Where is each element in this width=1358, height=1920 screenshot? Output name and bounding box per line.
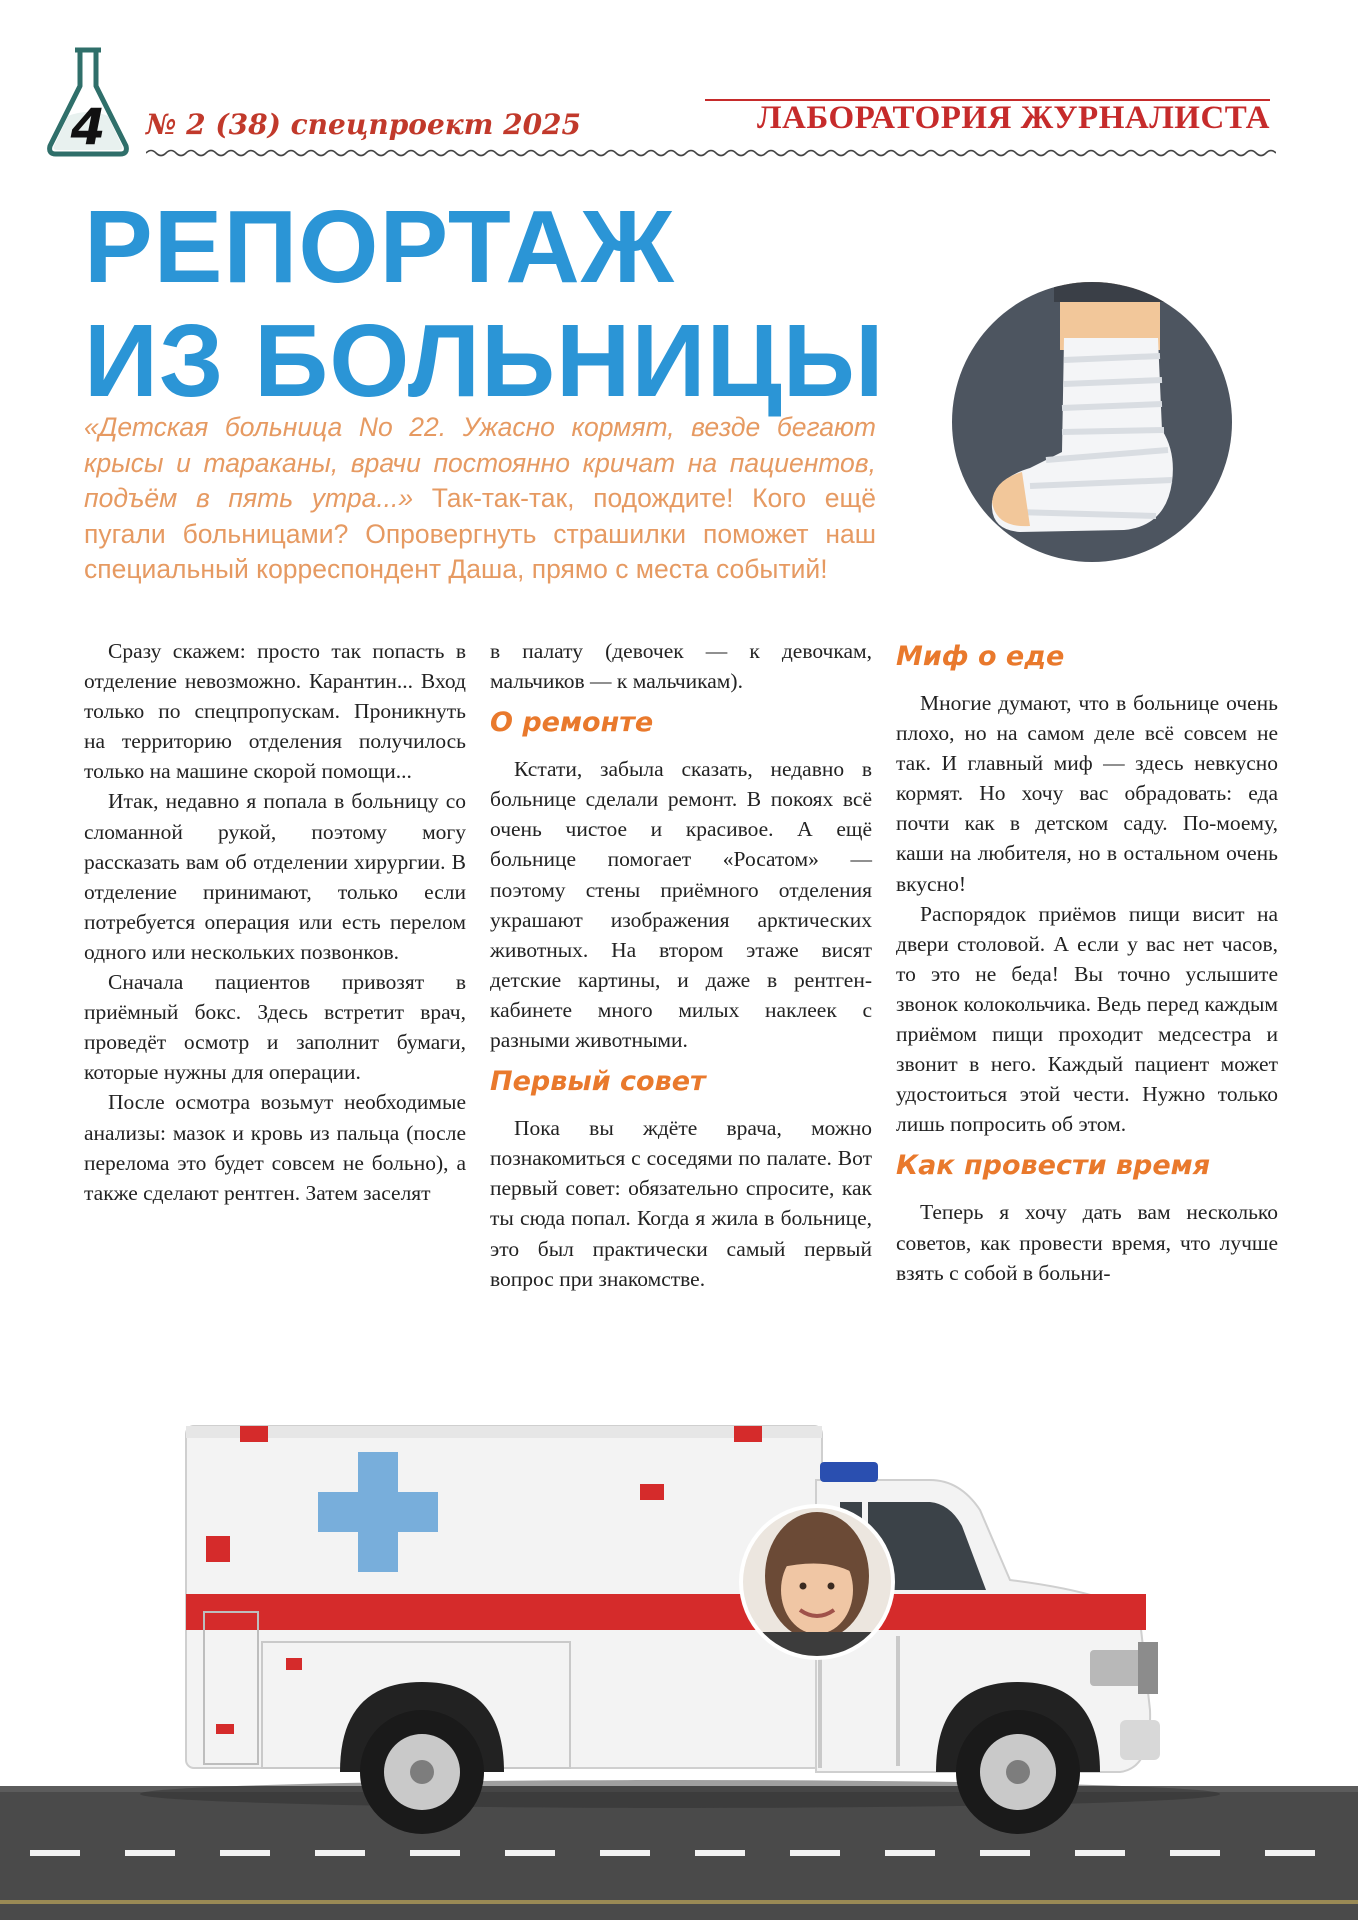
article-column-1 [84, 636, 466, 1208]
foot-cast-illustration [950, 280, 1234, 564]
column-3-paragraph-1: Многие думают, что в больнице очень плохо, но на самом деле всё совсем не так. И главный миф — здесь невкусно кормят. Но хочу вас обрадовать: еда почти как в детском саду. По-моему, каши на любителя, но в остальном очень вкусно! [896, 691, 1278, 896]
ambulance-illustration [0, 1380, 1358, 1920]
column-3-paragraph-3: Теперь я хочу дать вам несколько советов, как провести время, что лучше взять с собой в больни- [896, 1200, 1278, 1285]
header-divider [146, 146, 1276, 160]
section-heading-food-myth: Миф о еде [896, 641, 1065, 672]
title-line-2: ИЗ БОЛЬНИЦЫ [84, 303, 885, 418]
column-1-paragraph-4: После осмотра возьмут необходимые анализы: мазок и кровь из пальца (после перелома это будет совсем не больно), а также сделают рентген. Затем заселят [84, 1090, 466, 1205]
magazine-masthead: ЛАБОРАТОРИЯ ЖУРНАЛИСТА [756, 100, 1270, 136]
article-column-2 [490, 636, 872, 1294]
column-2-paragraph-1: в палату (девочек — к девочкам, мальчиков — к мальчикам). [490, 639, 872, 694]
ambulance-stripe [186, 1594, 1146, 1630]
flask-icon [44, 46, 132, 158]
section-heading-first-tip: Первый совет [490, 1066, 706, 1098]
column-1-paragraph-2: Итак, недавно я попала в больницу со сломанной рукой, поэтому могу рассказать вам об отделении хирургии. В отделение принимают, только если потребуется операция или есть перелом одного или нескольких позвонков. [84, 789, 466, 964]
column-3-paragraph-2: Распорядок приёмов пищи висит на двери столовой. А если у вас нет часов, то это не беда! Вы точно услышите звонок колокольчика. Ведь перед каждым приёмом пищи проходит медсестра и звонит в него. Каждый пациент может удостоиться этой чести. Нужно только лишь попросить об этом. [896, 901, 1278, 1137]
column-2-paragraph-2: Кстати, забыла сказать, недавно в больнице сделали ремонт. В покоях всё очень чистое и красивое. А ещё больнице помогает «Росатом» — поэтому стены приёмного отделения украшают изображения арктических животных. На втором этаже висят детские картины, и даже в рентген-кабинете много милых наклеек с разными животными. [490, 757, 872, 1053]
lead-text: Так-так-так, подождите! Кого ещё пугали больницами? Опровергнуть страшилки поможет наш специальный корреспондент Даша, прямо с места событий! [84, 483, 876, 584]
lead-quote: «Детская больница No 22. Ужасно кормят, везде бегают крысы и тараканы, врачи постоянно кричат на пациентов, подъём в пять утра...» [84, 412, 876, 513]
column-1-paragraph-3: Сначала пациентов привозят в приёмный бокс. Здесь встретит врач, проведёт осмотр и заполнит бумаги, которые нужны для операции. [84, 970, 466, 1085]
column-2-paragraph-3: Пока вы ждёте врача, можно познакомиться с соседями по палате. Вот первый совет: обязательно спросите, как ты сюда попал. Когда я жила в больнице, это был практически самый первый вопрос при знакомстве. [490, 1116, 872, 1291]
page-number: 4 [70, 98, 106, 156]
column-1-paragraph-1: Сразу скажем: просто так попасть в отделение невозможно. Карантин... Вход только по спецпропускам. Проникнуть на территорию отделения получилось только на машине скорой помощи... [84, 639, 466, 784]
article-lead [84, 410, 876, 588]
article-column-3 [896, 636, 1278, 1288]
title-line-1: РЕПОРТАЖ [84, 189, 675, 304]
issue-label: № 2 (38) спецпроект 2025 [146, 108, 582, 141]
section-heading-renovation: О ремонте [490, 707, 654, 739]
article-title [84, 190, 944, 418]
front-wheel [956, 1710, 1080, 1834]
rear-wheel [360, 1710, 484, 1834]
section-heading-spending-time: Как провести время [896, 1150, 1211, 1182]
